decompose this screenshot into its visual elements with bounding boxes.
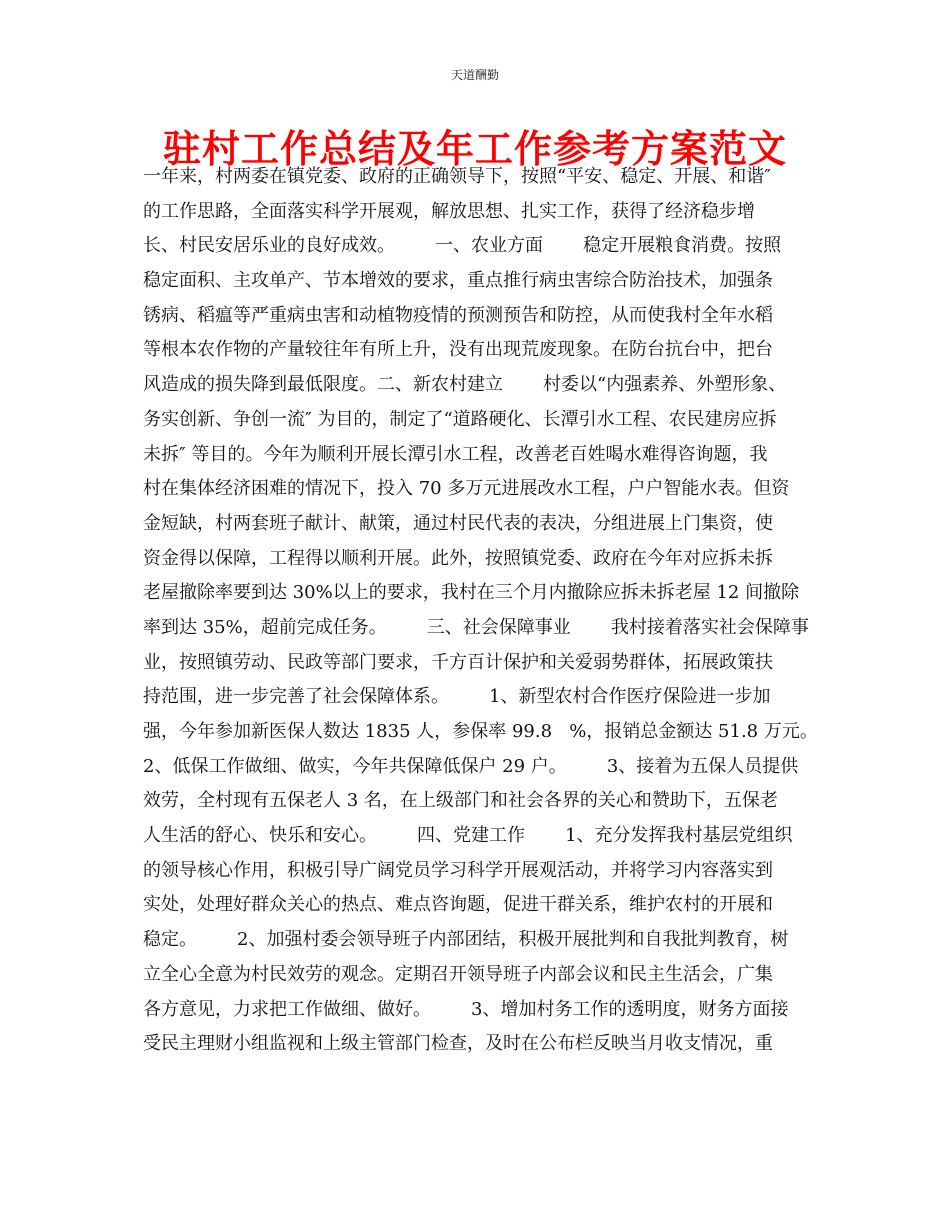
body-line: 强，今年参加新医保人数达 1835 人，参保率 99.8 %，报销总金额达 51.8 万元。 (143, 721, 818, 742)
body-line: 的领导核心作用，积极引导广阔党员学习科学开展观活动，并将学习内容落实到 (143, 859, 773, 881)
body-line: 率到达 35%，超前完成任务。 三、社会保障事业 我村接着落实社会保障事 (143, 616, 809, 638)
body-line: 村在集体经济困难的情况下，投入 70 多万元进展改水工程，户户智能水表。但资 (143, 478, 790, 500)
document-body (143, 160, 823, 1062)
body-line: 未拆″ 等目的。今年为顺利开展长潭引水工程，改善老百姓喝水难得咨询题，我 (143, 443, 768, 465)
header-note: 天道酬勤 (450, 68, 499, 82)
body-line: 等根本农作物的产量较往年有所上升，没有出现荒废现象。在防台抗台中，把台 (143, 339, 773, 361)
body-line: 长、村民安居乐业的良好成效。 一、农业方面 稳定开展粮食消费。按照 (143, 235, 782, 257)
body-line: 立全心全意为村民效劳的观念。定期召开领导班子内部会议和民主生活会，广集 (143, 963, 773, 985)
body-line: 2、低保工作做细、做实，今年共保障低保户 29 户。 3、接着为五保人员提供 (143, 755, 799, 777)
body-line: 锈病、稻瘟等严重病虫害和动植物疫情的预测预告和防控，从而使我村全年水稻 (143, 304, 773, 326)
body-line: 务实创新、争创一流″ 为目的，制定了“道路硬化、长潭引水工程、农民建房应拆 (143, 408, 777, 430)
body-line: 各方意见，力求把工作做细、做好。 3、增加村务工作的透明度，财务方面接 (143, 998, 789, 1020)
body-line: 效劳，全村现有五保老人 3 名，在上级部门和社会各界的关心和赞助下，五保老 (143, 790, 778, 812)
document-title: 驻村工作总结及年工作参考方案范文 (162, 127, 787, 171)
body-line: 金短缺，村两套班子献计、献策，通过村民代表的表决，分组进展上门集资，使 (143, 512, 773, 534)
body-line: 人生活的舒心、快乐和安心。 四、党建工作 1、充分发挥我村基层党组织 (143, 825, 793, 847)
body-line: 持范围，进一步完善了社会保障体系。 1、新型农村合作医疗保险进一步加 (143, 686, 771, 708)
body-line: 业，按照镇劳动、民政等部门要求，千方百计保护和关爱弱势群体，拓展政策扶 (143, 651, 773, 673)
body-line: 的工作思路，全面落实科学开展观，解放思想、扎实工作，获得了经济稳步增 (143, 200, 755, 222)
body-line: 资金得以保障，工程得以顺利开展。此外，按照镇党委、政府在今年对应拆未拆 (143, 547, 773, 569)
body-line: 实处，处理好群众关心的热点、难点咨询题，促进干群关系，维护农村的开展和 (143, 894, 773, 916)
body-line: 老屋撤除率要到达 30%以上的要求，我村在三个月内撤除应拆未拆老屋 12 间撤除 (143, 582, 800, 604)
body-line: 稳定。 2、加强村委会领导班子内部团结，积极开展批判和自我批判教育，树 (143, 929, 789, 951)
body-line: 稳定面积、主攻单产、节本增效的要求，重点推行病虫害综合防治技术，加强条 (143, 270, 773, 292)
body-line: 风造成的损失降到最低限度。二、新农村建立 村委以“内强素养、外塑形象、 (143, 374, 787, 396)
body-line: 受民主理财小组监视和上级主管部门检查，及时在公布栏反映当月收支情况，重 (143, 1033, 773, 1055)
body-line: 一年来，村两委在镇党委、政府的正确领导下，按照“平安、稳定、开展、和谐″ (143, 166, 771, 187)
